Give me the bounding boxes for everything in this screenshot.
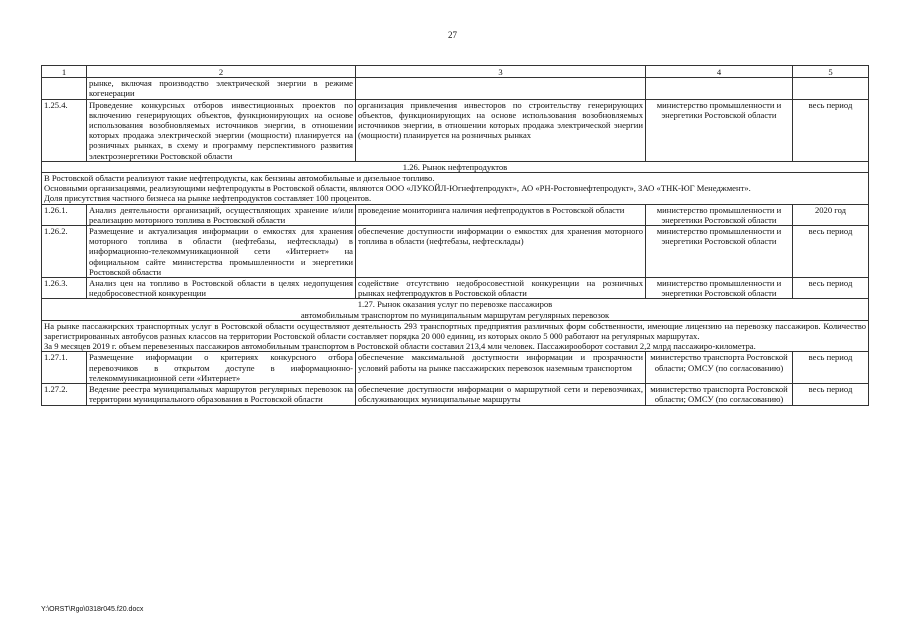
action-plan-table (41, 65, 869, 406)
table-row (42, 204, 869, 225)
row-number: 1.26.3. (42, 278, 87, 299)
table-row (42, 352, 869, 384)
row-number: 1.27.1. (42, 352, 87, 384)
column-header: 1 (42, 66, 87, 78)
section-title-line: 1.27. Рынок оказания услуг по перевозке пассажиров (357, 299, 553, 310)
note-paragraph: Доля присутствия частного бизнеса на рынке нефтепродуктов составляет 100 процентов. (44, 193, 372, 204)
note-paragraph: За 9 месяцев 2019 г. объем перевезенных пассажиров автомобильным транспортом в Ростовской области составил 213,4 млн человек. Пассажирооборот составил 2,2 млрд пассажиро-километра. (44, 341, 756, 352)
section-notes-row (42, 173, 869, 205)
section-title-line: автомобильным транспортом по муниципальным маршрутам регулярных перевозок (300, 309, 610, 320)
row-period: весь период (793, 226, 869, 278)
row-responsible: министерство промышленности и энергетики Ростовской области (646, 204, 793, 225)
row-number: 1.26.2. (42, 226, 87, 278)
row-action: Размещение и актуализация информации о емкостях для хранения моторного топлива в области (нефтебазы, нефтесклады) в информационно-телекоммуникационной сети «Интернет» на официальном сайте министерства промышленности и энергетики Ростовской области (87, 226, 356, 278)
row-action: Размещение информации о критериях конкурсного отбора перевозчиков в открытом доступе в информационно-телекоммуникационной сети «Интернет» (87, 352, 356, 384)
column-header: 3 (356, 66, 646, 78)
row-period: весь период (793, 99, 869, 161)
row-responsible: министерство промышленности и энергетики Ростовской области (646, 99, 793, 161)
section-title: 1.26. Рынок нефтепродуктов (42, 161, 869, 172)
row-result: организация привлечения инвесторов по строительству генерирующих объектов, функционирующих на основе использования возобновляемых источников энергии, в отношении которых продажа электрической энергии (мощности) планируется на розничных рынках (356, 99, 646, 161)
row-responsible: министерство промышленности и энергетики Ростовской области (646, 226, 793, 278)
row-result: обеспечение доступности информации о маршрутной сети и перевозчиках, обслуживающих муниципальные маршруты (356, 384, 646, 405)
row-period: весь период (793, 352, 869, 384)
row-action: Ведение реестра муниципальных маршрутов регулярных перевозок на территории муниципального образования в Ростовской области (87, 384, 356, 405)
row-result: обеспечение доступности информации о емкостях для хранения моторного топлива в области (нефтебазы, нефтесклады) (356, 226, 646, 278)
section-notes (42, 173, 869, 205)
section-title-row (42, 299, 869, 320)
column-header: 2 (87, 66, 356, 78)
column-header: 5 (793, 66, 869, 78)
row-result: содействие отсутствию недобросовестной конкуренции на розничных рынках нефтепродуктов в Ростовской области (356, 278, 646, 299)
note-paragraph: Основными организациями, реализующими нефтепродукты в Ростовской области, являются ООО «ЛУКОЙЛ-Югнефтепродукт», АО «РН-Ростовнефтепродукт», ЗАО «ТНК-ЮГ Менеджмент». (44, 183, 751, 194)
row-action: Анализ цен на топливо в Ростовской области в целях недопущения недобросовестной конкуренции (87, 278, 356, 299)
row-period: весь период (793, 384, 869, 405)
page-number: 27 (448, 30, 457, 40)
row-responsible: министерство транспорта Ростовской области; ОМСУ (по согласованию) (646, 352, 793, 384)
row-responsible (646, 78, 793, 99)
row-number: 1.26.1. (42, 204, 87, 225)
section-title (42, 299, 869, 320)
row-number: 1.27.2. (42, 384, 87, 405)
row-result (356, 78, 646, 99)
table-row (42, 226, 869, 278)
row-action: Анализ деятельности организаций, осуществляющих хранение и/или реализацию моторного топлива в Ростовской области (87, 204, 356, 225)
row-number (42, 78, 87, 99)
row-result: проведение мониторинга наличия нефтепродуктов в Ростовской области (356, 204, 646, 225)
section-title-row (42, 161, 869, 172)
table-row (42, 78, 869, 99)
row-responsible: министерство промышленности и энергетики Ростовской области (646, 278, 793, 299)
row-result: обеспечение максимальной доступности информации и прозрачности условий работы на рынке пассажирских перевозок наземным транспортом (356, 352, 646, 384)
row-period: 2020 год (793, 204, 869, 225)
row-action: Проведение конкурсных отборов инвестиционных проектов по включению генерирующих объектов, функционирующих на основе использования возобновляемых источников энергии, в отношении которых продажа электрической энергии (мощности) планируется на розничных рынках, в схему и программу перспективного развития электроэнергетики Ростовской области (87, 99, 356, 161)
section-notes-row (42, 320, 869, 352)
table-row (42, 278, 869, 299)
row-action: рынке, включая производство электрической энергии в режиме когенерации (87, 78, 356, 99)
row-responsible: министерство транспорта Ростовской области; ОМСУ (по согласованию) (646, 384, 793, 405)
table-row (42, 99, 869, 161)
note-paragraph: В Ростовской области реализуют такие нефтепродукты, как бензины автомобильные и дизельное топливо. (44, 173, 435, 184)
section-notes (42, 320, 869, 352)
row-number: 1.25.4. (42, 99, 87, 161)
note-paragraph: На рынке пассажирских транспортных услуг в Ростовской области осуществляют деятельность 293 транспортных предприятия различных форм собственности, имеющие лицензию на перевозку пассажиров. Количество зарегистрированных автобусов разных классов на территории Ростовской области составляет порядка 20 000 единиц, из которых около 5 000 работают на регулярных маршрутах. (44, 320, 866, 342)
row-period (793, 78, 869, 99)
column-header: 4 (646, 66, 793, 78)
table-row (42, 384, 869, 405)
file-path-footer: Y:\ORST\Rgo\0318r045.f20.docx (41, 606, 144, 613)
row-period: весь период (793, 278, 869, 299)
table-header-row (42, 66, 869, 78)
